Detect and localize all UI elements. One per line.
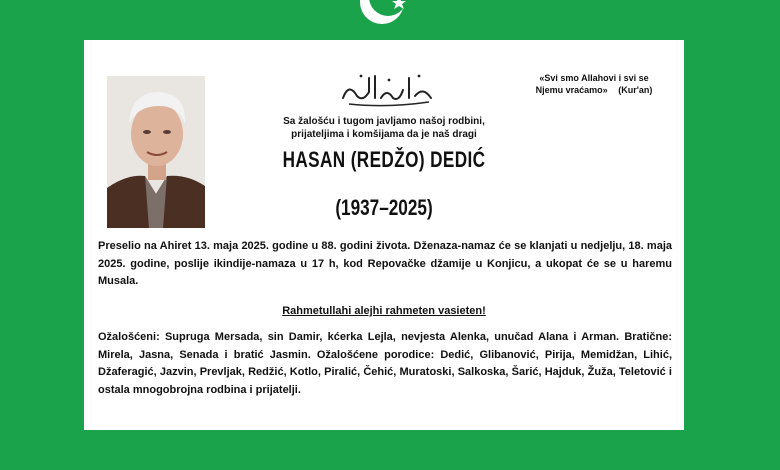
intro-line-1: Sa žalošću i tugom javljamo našoj rodbini, [283,116,485,127]
arabic-calligraphy [339,68,435,108]
announcement-paragraph: Preselio na Ahiret 13. maja 2025. godine u 88. godini života. Dženaza-namaz će se klanjati u nedjelju, 18. maja 2025. godine, poslije ikindije-namaza u 17 h, kod Repovačke džamije u Konjicu, a ukopat će se u haremu Musala. [98,240,672,287]
intro-line-2: prijateljima i komšijama da je naš dragi [291,129,477,140]
quote-line-2: Njemu vraćamo» [535,85,608,95]
prayer-text: Rahmetullahi alejhi rahmeten vasieten! [282,305,486,317]
quran-quote [514,72,674,96]
obituary-card [84,40,684,430]
quote-source: (Kur'an) [618,85,653,95]
crescent-star-icon [347,0,417,28]
quote-line-1: «Svi smo Allahovi i svi se [539,73,649,83]
mourners-paragraph: Ožalošćeni: Supruga Mersada, sin Damir, kćerka Lejla, nevjesta Alenka, unučad Alana i Arman. Bratične: Mirela, Jasna, Senada i bratić Jasmin. Ožalošćene porodice: Dedić, Glibanović, Pirija, Memidžan, Lihić, Džaferagić, Jazvin, Prevljak, Redžić, Kotlo, Piralić, Čehić, Muratoski, Salkoska, Šarić, Hajduk, Žuža, Teletović i ostala mnogobrojna rodbina i prijatelji. [98,331,672,396]
intro-text [254,115,514,141]
deceased-name: HASAN (REDŽO) DEDIĆ [282,147,486,172]
portrait-photo [107,76,205,228]
deceased-years: (1937–2025) [335,195,433,220]
